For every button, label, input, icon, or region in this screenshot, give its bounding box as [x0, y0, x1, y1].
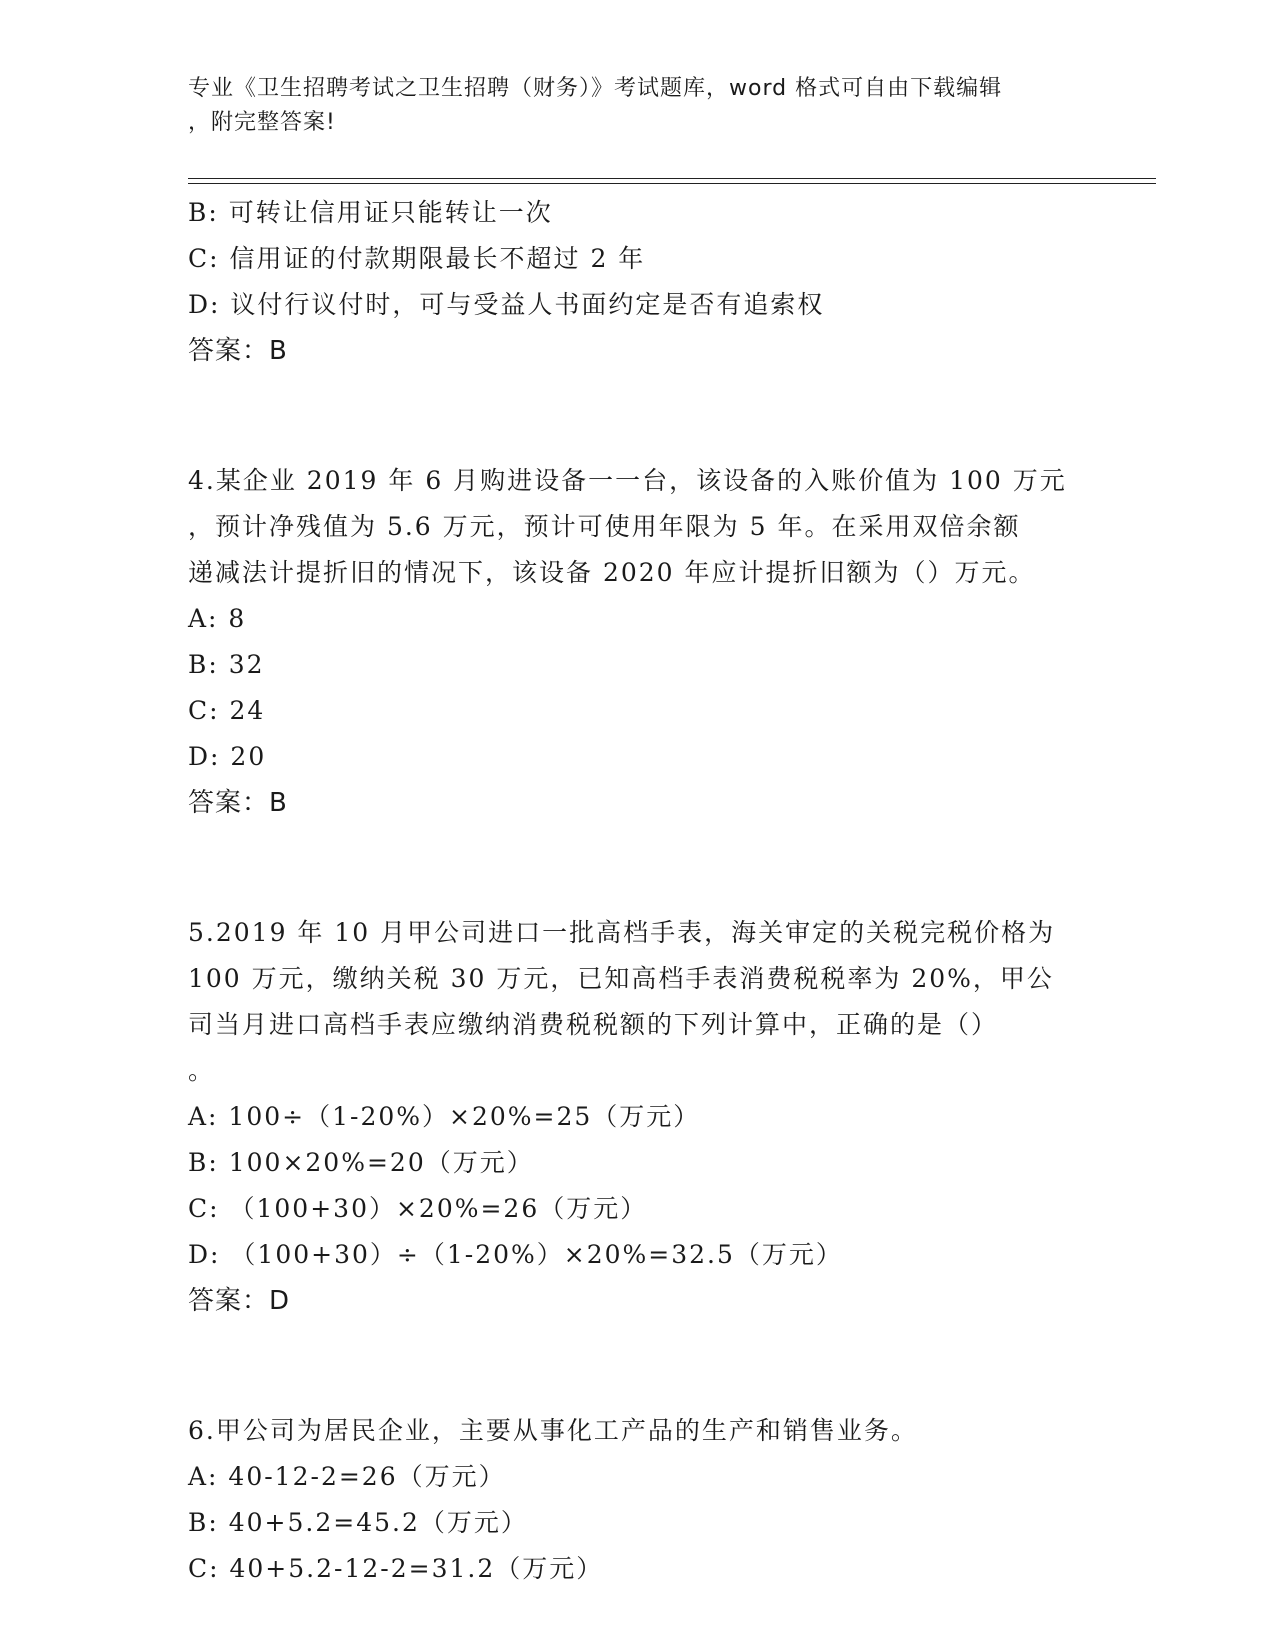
q4-option-a: A: 8 — [188, 604, 247, 633]
question-content — [188, 190, 1088, 1592]
q5-stem-line-3: 司当月进口高档手表应缴纳消费税税额的下列计算中，正确的是（） — [188, 1010, 999, 1039]
q5-stem-line-1: 5.2019 年 10 月甲公司进口一批高档手表，海关审定的关税完税价格为 — [188, 918, 1056, 947]
q5-stem-line-2: 100 万元，缴纳关税 30 万元，已知高档手表消费税税率为 20%，甲公 — [188, 964, 1054, 993]
header-rule-top — [188, 178, 1156, 179]
q5-option-b: B: 100×20%=20（万元） — [188, 1148, 534, 1177]
q4-stem-line-3: 递减法计提折旧的情况下，该设备 2020 年应计提折旧额为（）万元。 — [188, 558, 1036, 587]
spacer — [188, 826, 1088, 916]
q3-option-d: D: 议付行议付时，可与受益人书面约定是否有追索权 — [188, 290, 825, 319]
q4-option-b: B: 32 — [188, 650, 265, 679]
q5-answer: 答案：D — [188, 1286, 291, 1316]
q6-option-c: C: 40+5.2-12-2=31.2（万元） — [188, 1554, 604, 1583]
q4-option-d: D: 20 — [188, 742, 267, 771]
q3-option-c: C: 信用证的付款期限最长不超过 2 年 — [188, 244, 646, 273]
header-line-1: 专业《卫生招聘考试之卫生招聘（财务）》考试题库，word 格式可自由下载编辑 — [188, 76, 1003, 101]
q5-stem-line-4: 。 — [188, 1056, 216, 1085]
q6-stem-line-1: 6.甲公司为居民企业，主要从事化工产品的生产和销售业务。 — [188, 1416, 918, 1445]
q5-option-a: A: 100÷（1-20%）×20%=25（万元） — [188, 1102, 701, 1131]
q4-option-c: C: 24 — [188, 696, 266, 725]
q3-option-b: B: 可转让信用证只能转让一次 — [188, 198, 553, 227]
q4-stem-line-2: ，预计净残值为 5.6 万元，预计可使用年限为 5 年。在采用双倍余额 — [188, 512, 1021, 541]
question-4 — [188, 458, 1088, 826]
header-rule-bottom — [188, 183, 1156, 184]
q4-answer: 答案：B — [188, 788, 288, 818]
q5-option-d: D: （100+30）÷（1-20%）×20%=32.5（万元） — [188, 1240, 843, 1269]
q6-option-a: A: 40-12-2=26（万元） — [188, 1462, 506, 1491]
q4-stem-line-1: 4.某企业 2019 年 6 月购进设备一一台，该设备的入账价值为 100 万元 — [188, 466, 1067, 495]
q5-option-c: C: （100+30）×20%=26（万元） — [188, 1194, 648, 1223]
q3-answer: 答案：B — [188, 336, 288, 366]
spacer — [188, 374, 1088, 464]
question-6 — [188, 1408, 1088, 1592]
page-header — [188, 72, 1088, 140]
spacer — [188, 1324, 1088, 1414]
question-5 — [188, 910, 1088, 1324]
q6-option-b: B: 40+5.2=45.2（万元） — [188, 1508, 528, 1537]
header-line-2: ，附完整答案! — [188, 110, 336, 135]
question-3 — [188, 190, 1088, 374]
